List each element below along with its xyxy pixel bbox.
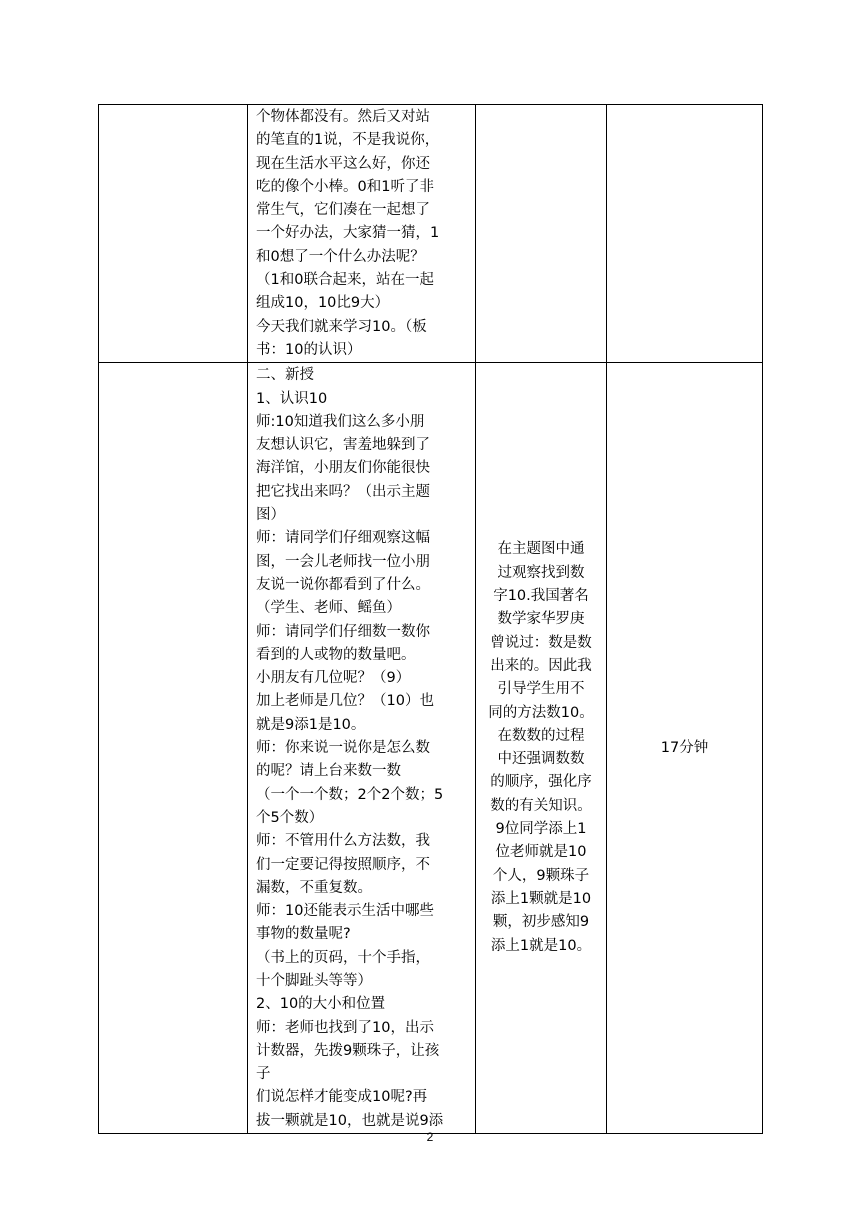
stage-cell xyxy=(99,363,248,1134)
stage-cell xyxy=(99,105,248,363)
teaching-process-text: 二、新授 1、认识10 师:10知道我们这么多小朋 友想认识它，害羞地躲到了 海洋馆，小朋友们你能很快 把它找出来吗？（出示主题 图） 师：请同学们仔细观察这幅 图，一会儿老师找一位小朋 友说一说你都看到了什么。 （学生、老师、鳐鱼） 师：请同学们仔细数一数你 看到的人或物的数量吧。 小朋友有几位呢？（9） 加上老师是几位？（10）也 就是9添1是10。 师：你来说一说你是怎么数 的呢？请上台来数一数 （一个一个数；2个2个数；5 个5个数） 师：不管用什么方法数，我 们一定要记得按照顺序，不 漏数，不重复数。 师：10还能表示生活中哪些 事物的数量呢? （书上的页码，十个手指， 十个脚趾头等等） 2、10的大小和位置 师：老师也找到了10，出示 计数器，先拨9颗珠子，让孩 子 们说怎样才能变成10呢?再 拔一颗就是10，也就是说9添 xyxy=(256,367,444,1129)
design-intent-cell xyxy=(476,105,607,363)
lesson-plan-table xyxy=(98,104,763,1134)
time-text: 17分钟 xyxy=(660,739,709,756)
table-row xyxy=(99,363,763,1134)
table-row xyxy=(99,105,763,363)
teaching-process-text: 个物体都没有。然后又对站 的笔直的1说，不是我说你， 现在生活水平这么好，你还 吃的像个小棒。0和1听了非 常生气，它们凑在一起想了 一个好办法，大家猜一猜，1 和0想了一个什么办法呢？ （1和0联合起来，站在一起 组成10，10比9大） 今天我们就来学习10。（板 书：10的认识） xyxy=(256,109,440,358)
page-number: 2 xyxy=(426,1130,434,1144)
design-intent-text: 在主题图中通 过观察找到数 字10.我国著名 数学家华罗庚 曾说过：数是数 出来的。因此我 引导学生用不 同的方法数10。 在数数的过程 中还强调数数 的顺序，强化序 数的有关知识。 9位同学添上1 位老师就是10 个人，9颗珠子 添上1颗就是10 颗，初步感知9 添上1就是10。 xyxy=(488,541,594,954)
time-cell xyxy=(607,363,763,1134)
stage-text xyxy=(99,105,247,106)
teaching-process-cell xyxy=(248,105,476,363)
time-cell xyxy=(607,105,763,363)
teaching-process-cell xyxy=(248,363,476,1134)
design-intent-cell xyxy=(476,363,607,1134)
stage-text xyxy=(99,363,247,364)
